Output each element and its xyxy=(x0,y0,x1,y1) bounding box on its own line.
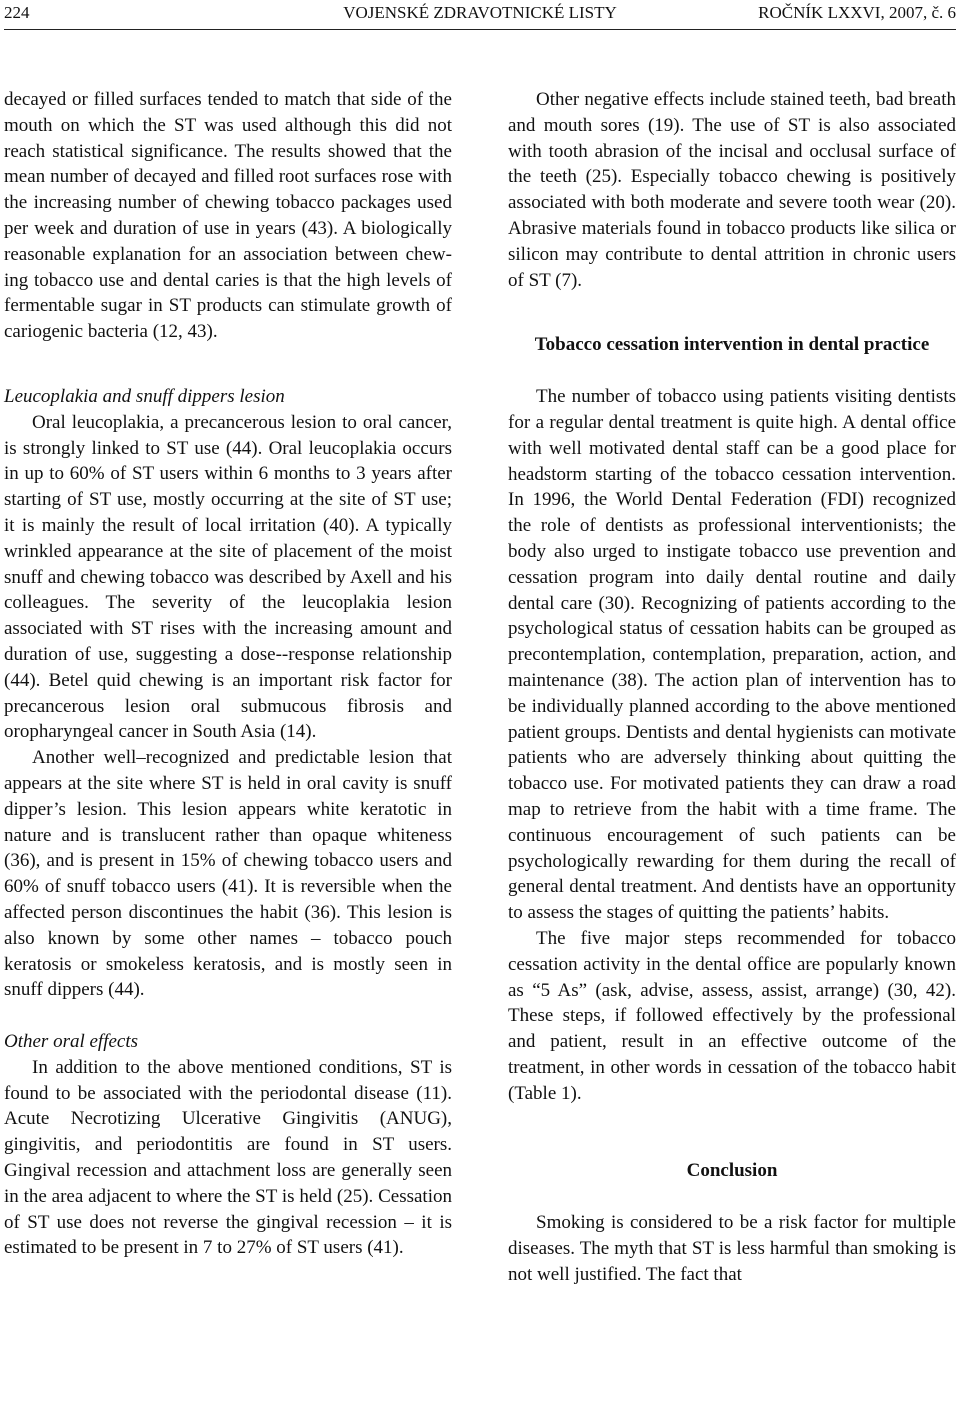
paragraph-conclusion: Smoking is considered to be a risk factor for multiple diseases. The myth that ST is less harmful than smoking is not well justified. The fact that xyxy=(508,1212,956,1285)
paragraph-negative-effects: Other negative effects include stained teeth, bad breath and mouth sores (19). The use of ST is also associated with tooth abrasion of the incisal and occlusal surface of the teeth (25). Especially tobacco chewing is positively associated with both moderate and severe tooth wear (20). Abrasive materials found in tobacco products like silica or silicon may contribute to dental attrition in chronic users of ST (7). xyxy=(508,89,956,291)
paragraph-cessation-2: The five major steps recommended for tobacco cessation activity in the dental office are popularly known as “5 As” (ask, advise, assess, assist, arrange) (30, 42). These steps, if followed effectively by the professional and patient, result in an effective outcome of the treatment, in other words in cessation of the tobacco habit (Table 1). xyxy=(508,927,956,1104)
page-number: 224 xyxy=(4,3,30,22)
heading-conclusion: Conclusion xyxy=(686,1160,778,1182)
journal-title: VOJENSKÉ ZDRAVOTNICKÉ LISTY xyxy=(343,3,617,22)
right-column xyxy=(508,87,956,1288)
running-header xyxy=(4,2,956,24)
paragraph-cessation-1: The number of tobacco using patients visiting dentists for a regular dental treatment is quite high. A dental office with well motivated dental staff can be a good place for headstorm starting of the tobacco cessation intervention. In 1996, the World Dental Federation (FDI) recognized the role of dentists as professional interventionists; the body also urged to instigate tobacco use prevention and cessation program into daily dental routine and daily dental care (30). Recognizing of patients according to the psychological status of cessation habits can be grouped as precontemplation, contemplation, preparation, action, and maintenance (38). The action plan of intervention has to be individually planned according to the above mentioned patient groups. Dentists and dental hygienists can motivate patients who are adversely thinking about quitting the tobacco use. For motivated patients they can draw a road map to retrieve from the habit with a time frame. The continuous encouragement of such patients can be psychologically rewarding for them during the recall of general dental treatment. And dentists have an opportunity to assess the stages of quitting the patients’ habits. xyxy=(508,386,956,924)
heading-leucoplakia: Leucoplakia and snuff dippers lesion xyxy=(4,385,285,407)
heading-cessation: Tobacco cessation intervention in dental practice xyxy=(534,334,930,356)
left-column xyxy=(4,87,452,1261)
paragraph-leucoplakia-2: Another well–recognized and predictable lesion that appears at the site where ST is held in oral cavity is snuff dipper’s lesion. This lesion appears white keratotic in nature and is translucent rather than opaque whiteness (36), and is present in 15% of chewing tobacco users and 60% of snuff tobacco users (41). It is reversible when the affected person discontinues the habit (36). This lesion is also known by some other names – tobacco pouch keratosis or smokeless keratosis, and is mostly seen in snuff dippers (44). xyxy=(4,747,452,1001)
volume-info: ROČNÍK LXXVI, 2007, č. 6 xyxy=(758,3,956,22)
header-rule xyxy=(4,29,956,30)
paragraph-caries: decayed or filled surfaces tended to match that side of the mouth on which the ST was used although this did not reach statistical significance. The results showed that the mean number of decayed and filled root surfaces rose with the increasing number of chewing tobacco packages used per week and duration of use in years (43). A biologically reasonable explanation for an association between chewing tobacco use and dental caries is that the high levels of fermentable sugar in ST products can stimulate growth of cariogenic bacteria (12, 43). xyxy=(4,89,452,343)
paragraph-other-oral-effects: In addition to the above mentioned conditions, ST is found to be associated with the periodontal disease (11). Acute Necrotizing Ulcerative Gingivitis (ANUG), gingivitis, and periodontitis are found in ST users. Gingival recession and attachment loss are generally seen in the area adjacent to where the ST is held (25). Cessation of ST use does not reverse the gingival recession – it is estimated to be present in 7 to 27% of ST users (41). xyxy=(4,1056,452,1259)
paragraph-leucoplakia-1: Oral leucoplakia, a precancerous lesion to oral cancer, is strongly linked to ST use (44). Oral leucoplakia occurs in up to 60% of ST users within 6 months to 3 years after starting of ST use, mostly occurring at the site of ST use; it is mainly the result of local irritation (40). A typically wrinkled appearance at the site of placement of the moist snuff and chewing tobacco was described by Axell and his colleagues. The severity of the leucoplakia lesion associated with ST rises with the increasing amount and duration of use, suggesting a dose--response relationship (44). Betel quid chewing is an important risk factor for precancerous lesion oral submucous fibrosis and oropharyngeal cancer in South Asia (14). xyxy=(4,411,452,743)
heading-other-oral-effects: Other oral effects xyxy=(4,1031,139,1053)
